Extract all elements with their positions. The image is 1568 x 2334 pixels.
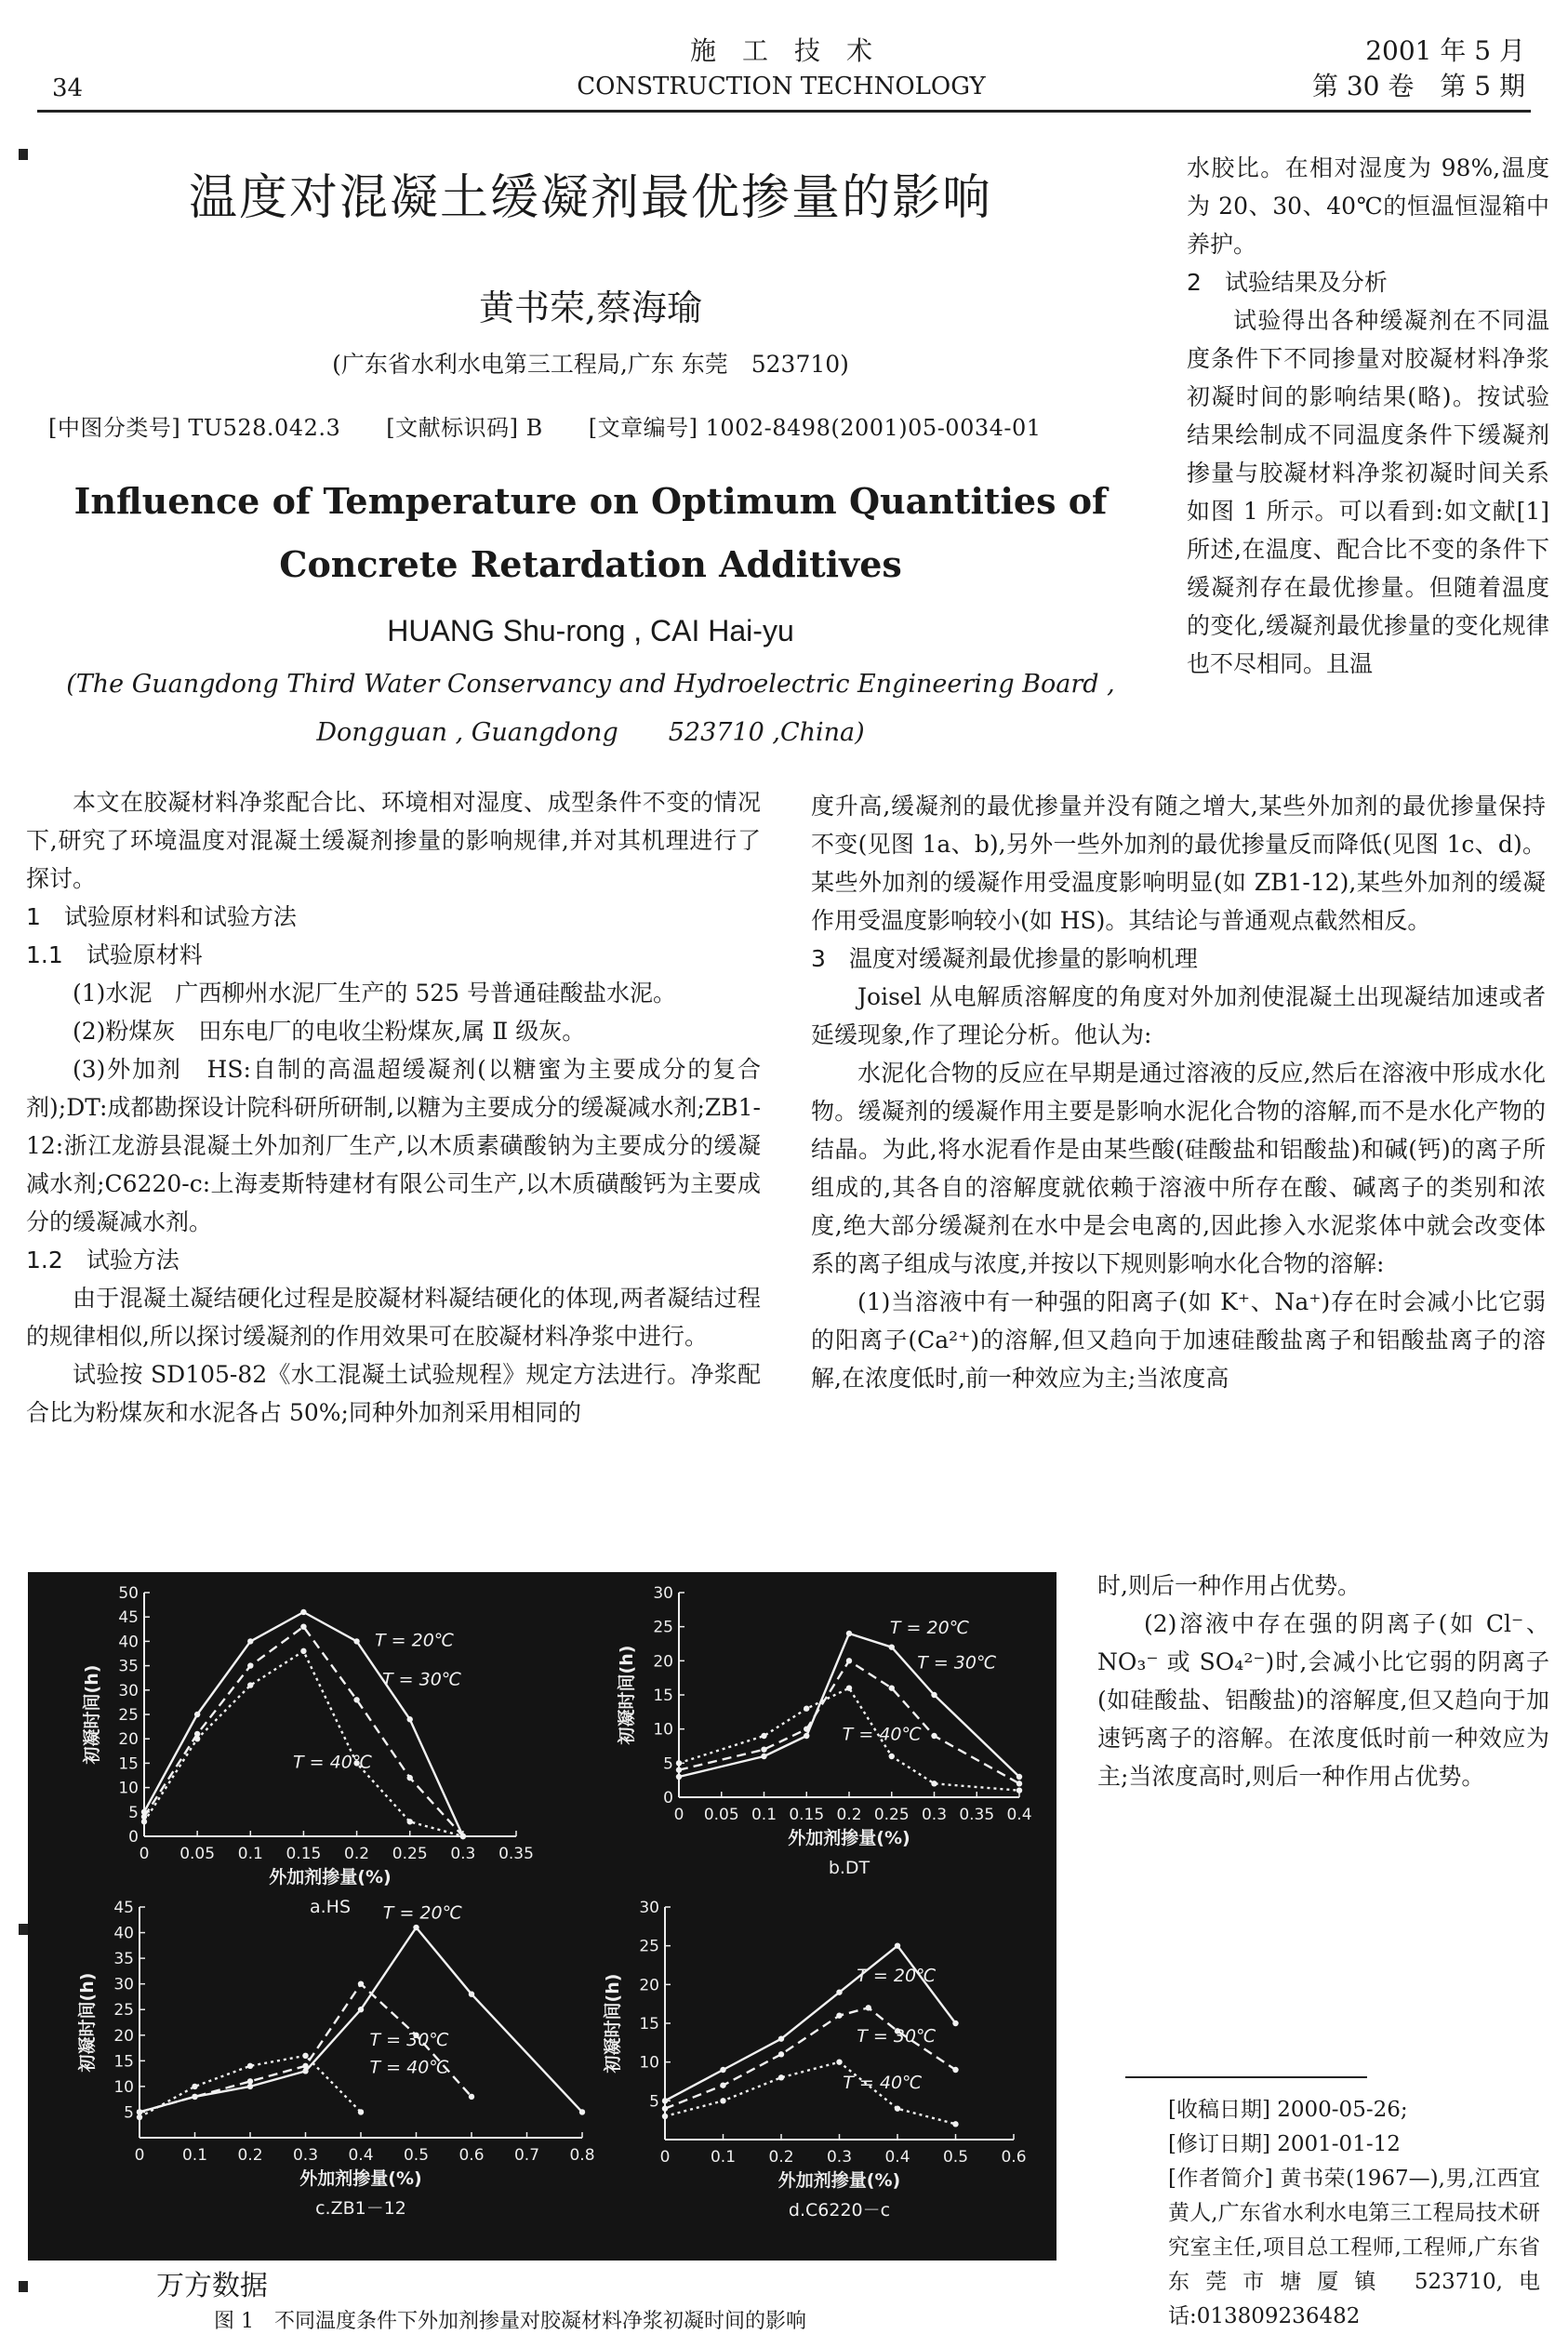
data-point [194,1712,200,1717]
english-affiliation [56,660,1125,757]
subsection-heading: 1.2 试验方法 [26,1247,179,1274]
x-tick-label: 0.2 [237,2146,263,2165]
data-point [889,1685,895,1690]
data-point [952,2067,958,2073]
figure-1-charts [28,1572,1056,2261]
x-tick-label: 0.1 [181,2146,208,2165]
data-point [358,2007,364,2012]
paragraph: Joisel 从电解质溶解度的角度对外加剂使混凝土出现凝结加速或者延缓现象,作了理论分析。他认为: [811,983,1546,1048]
english-title-line-2: Concrete Retardation Additives [279,543,902,585]
data-point [778,2051,784,2057]
x-tick-label: 0 [134,2146,145,2165]
y-tick-label: 10 [118,1779,139,1798]
x-tick-label: 0.4 [884,2148,910,2167]
x-tick-label: 0.1 [751,1806,777,1824]
section-heading: 1 试验原材料和试验方法 [26,903,297,930]
data-point [952,2121,958,2127]
data-point [1017,1774,1022,1780]
x-tick-label: 0.6 [458,2146,485,2165]
y-tick-label: 5 [649,2092,659,2112]
english-affiliation-line-1: (The Guangdong Third Water Conservancy and Hydroelectric Engineering Board , [66,670,1115,699]
data-point [247,2078,253,2084]
paragraph: 本文在胶凝材料净浆配合比、环境相对湿度、成型条件不变的情况下,研究了环境温度对混凝土缓凝剂掺量的影响规律,并对其机理进行了探讨。 [26,789,761,892]
x-tick-label: 0.05 [703,1806,739,1824]
data-point [804,1705,809,1711]
data-point [247,1638,253,1644]
article-affiliation: (广东省水利水电第三工程局,广东 东莞 523710) [332,351,849,378]
y-tick-label: 25 [113,2001,134,2021]
figure-panel [28,1572,1056,2261]
series-label: T = 30℃ [369,2029,449,2050]
data-point [931,1781,937,1786]
data-point [846,1685,852,1690]
data-point [300,1648,306,1654]
series-label: T = 30℃ [917,1652,997,1674]
data-point [460,1834,466,1839]
y-tick-label: 30 [653,1584,673,1603]
paragraph: (2)溶液中存在强的阴离子(如 Cl⁻、NO₃⁻ 或 SO₄²⁻)时,会减小比它弱的阴离子(如硅酸盐、铝酸盐)的溶解度,但又趋向于加速钙离子的溶解。在浓度低时前一种效应为主;当浓度高时,则后一种作用占优势。 [1097,1610,1549,1790]
margin-mark [19,149,28,160]
header-rule [37,110,1531,113]
x-tick-label: 0.6 [1001,2148,1027,2167]
data-point [676,1760,682,1766]
issue-info [1311,33,1525,104]
x-tick-label: 0.25 [392,1845,428,1863]
x-tick-label: 0.35 [959,1806,995,1824]
english-title-line-1: Influence of Temperature on Optimum Quantities of [73,480,1108,522]
data-point [895,1942,900,1948]
data-point [676,1767,682,1772]
y-tick-label: 15 [118,1754,139,1774]
data-point [137,2109,142,2114]
data-point [720,2098,725,2103]
data-point [407,1716,413,1722]
data-point [300,1623,306,1629]
x-tick-label: 0 [659,2148,671,2167]
footnote-rule [1125,2076,1367,2078]
right-column-bottom [1097,1567,1549,1795]
paragraph: 由于混凝土凝结硬化过程是胶凝材料凝结硬化的体现,两者凝结过程的规律相似,所以探讨缓凝剂的作用效果可在胶凝材料净浆中进行。 [26,1285,761,1350]
data-point [895,2105,900,2111]
x-tick-label: 0 [673,1806,684,1824]
data-point [931,1733,937,1739]
series-label: T = 40℃ [293,1752,373,1773]
data-point [247,2084,253,2089]
data-point [662,2114,668,2119]
data-point [407,1819,413,1824]
series-label: T = 30℃ [857,2026,937,2047]
y-tick-label: 0 [128,1828,139,1847]
article-authors: 黄书荣,蔡海瑜 [478,287,703,328]
data-point [192,2084,197,2089]
y-tick-label: 20 [653,1652,673,1672]
data-point [407,1775,413,1781]
subplot-caption: b.DT [828,1858,870,1878]
y-tick-label: 15 [113,2052,134,2072]
x-axis-label: 外加剂掺量(%) [269,1867,392,1887]
x-tick-label: 0.15 [789,1806,825,1824]
classification-line: [中图分类号] TU528.042.3 [文献标识码] B [文章编号] 1002-8498(2001)05-0034-01 [48,415,1042,441]
subplot-caption: a.HS [309,1897,352,1917]
x-tick-label: 0.1 [237,1845,263,1863]
article-title: 温度对混凝土缓凝剂最优掺量的影响 [188,170,992,226]
y-tick-label: 45 [113,1899,134,1917]
paragraph: 时,则后一种作用占优势。 [1097,1572,1361,1599]
footnote [1168,2093,1540,2334]
y-tick-label: 45 [118,1608,139,1628]
data-point [720,2082,725,2087]
data-point [358,2109,364,2114]
data-point [889,1644,895,1649]
x-tick-label: 0.3 [450,1845,476,1863]
left-column [26,783,761,1432]
author-bio: [作者简介] 黄书荣(1967—),男,江西宜黄人,广东省水利水电第三工程局技术研究室主任,项目总工程师,工程师,广东省东莞市塘厦镇 523710,电话:013809236482 [1168,2167,1540,2328]
y-axis-label: 初凝时间(h) [603,1973,623,2074]
x-tick-label: 0.5 [403,2146,430,2165]
issue-date: 2001 年 5 月 [1365,35,1525,66]
data-point [662,2098,668,2103]
y-tick-label: 20 [113,2026,134,2046]
y-tick-label: 20 [639,1976,659,1995]
data-point [358,1981,364,1986]
y-axis-label: 初凝时间(h) [82,1664,102,1765]
y-tick-label: 40 [113,1924,134,1943]
paragraph: 试验按 SD105-82《水工混凝土试验规程》规定方法进行。净浆配合比为粉煤灰和水泥各占 50%;同种外加剂采用相同的 [26,1361,761,1426]
y-tick-label: 15 [639,2015,659,2034]
data-point [846,1658,852,1663]
data-point [761,1754,766,1759]
data-point [141,1819,147,1824]
x-tick-label: 0.3 [826,2148,853,2167]
subsection-heading: 1.1 试验原材料 [26,941,203,968]
data-point [302,2053,308,2059]
journal-header [521,33,1042,104]
data-point [137,2114,142,2120]
data-point [579,2109,585,2114]
y-tick-label: 5 [128,1803,139,1822]
data-point [952,2021,958,2026]
paragraph: 水泥化合物的反应在早期是通过溶液的反应,然后在溶液中形成水化物。缓凝剂的缓凝作用主要是影响水泥化合物的溶解,而不是水化产物的结晶。为此,将水泥看作是由某些酸(硅酸盐和铝酸盐)和碱(钙)的离子所组成的,其各自的溶解度就依赖于溶液中所存在酸、碱离子的类别和浓度,绝大部分缓凝剂在水中是会电离的,因此掺入水泥浆体中就会改变体系的离子组成与浓度,并按以下规则影响水化合物的溶解: [811,1060,1546,1277]
paragraph: (1)当溶液中有一种强的阳离子(如 K⁺、Na⁺)存在时会减小比它弱的阳离子(Ca²⁺)的溶解,但又趋向于加速硅酸盐离子和铝酸盐离子的溶解,在浓度低时,前一种效应为主;当浓度高 [811,1288,1546,1392]
x-tick-label: 0.7 [513,2146,540,2165]
x-axis-label: 外加剂掺量(%) [788,1828,910,1848]
x-tick-label: 0.15 [286,1845,322,1863]
data-point [931,1692,937,1698]
page-number: 34 [52,74,84,102]
data-point [778,2074,784,2080]
y-tick-label: 35 [113,1950,134,1969]
x-tick-label: 0.1 [710,2148,737,2167]
data-point [247,1682,253,1687]
data-point [778,2035,784,2041]
subplot-caption: d.C6220－c [788,2200,891,2221]
data-point [761,1746,766,1752]
data-point [192,2094,197,2100]
paragraph: 水胶比。在相对湿度为 98%,温度为 20、30、40℃的恒温恒湿箱中养护。 [1187,154,1549,258]
data-point [247,2063,253,2069]
series-label: T = 20℃ [857,1966,937,1986]
series-label: T = 40℃ [843,2073,923,2093]
x-tick-label: 0.3 [292,2146,319,2165]
paragraph: (2)粉煤灰 田东电厂的电收尘粉煤灰,属 Ⅱ 级灰。 [73,1018,586,1045]
y-tick-label: 15 [653,1687,673,1705]
data-point [804,1733,809,1739]
series-line [140,1927,582,2112]
y-tick-label: 20 [118,1730,139,1750]
x-tick-label: 0.4 [348,2146,374,2165]
data-point [836,2059,842,2064]
data-point [247,1662,253,1668]
y-tick-label: 40 [118,1633,139,1652]
section-heading: 2 试验结果及分析 [1187,269,1388,296]
journal-name-en: CONSTRUCTION TECHNOLOGY [577,73,986,100]
x-tick-label: 0.05 [179,1845,216,1863]
data-point [836,1989,842,1994]
x-tick-label: 0.2 [768,2148,794,2167]
series-line [665,2007,956,2108]
series-label: T = 40℃ [842,1724,922,1745]
y-tick-label: 25 [653,1618,673,1637]
data-point [720,2067,725,2073]
english-title [56,470,1125,596]
margin-mark [19,1924,28,1935]
data-point [469,2094,474,2100]
series-label: T = 30℃ [382,1669,462,1690]
revised-date: [修订日期] 2001-01-12 [1168,2132,1401,2156]
y-tick-label: 30 [113,1975,134,1994]
data-point [866,2005,871,2010]
y-tick-label: 5 [124,2103,134,2123]
x-tick-label: 0.2 [836,1806,862,1824]
watermark: 万方数据 [156,2270,268,2302]
series-label: T = 20℃ [382,1902,462,1924]
issue-volume: 第 30 卷 第 5 期 [1311,71,1525,101]
x-tick-label: 0.25 [873,1806,910,1824]
series-line [665,2062,956,2125]
data-point [1017,1781,1022,1786]
data-point [804,1726,809,1731]
x-axis-label: 外加剂掺量(%) [299,2168,422,2189]
data-point [662,2105,668,2111]
data-point [302,2068,308,2074]
y-axis-label: 初凝时间(h) [77,1972,98,2073]
y-tick-label: 25 [118,1706,139,1725]
data-point [889,1754,895,1759]
right-column-top [1187,149,1549,683]
y-tick-label: 30 [639,1899,659,1917]
english-authors: HUANG Shu-rong , CAI Hai-yu [387,614,794,647]
paragraph: 试验得出各种缓凝剂在不同温度条件下不同掺量对胶凝材料净浆初凝时间的影响结果(略)。按试验结果绘制成不同温度条件下缓凝剂掺量与胶凝材料净浆初凝时间关系如图 1 所示。可以看到:如文献[1]所述,在温度、配合比不变的条件下缓凝剂存在最优掺量。但随着温度的变化,缓凝剂最优掺量的变化规律也不尽相同。且温 [1187,307,1549,677]
data-point [1017,1787,1022,1793]
x-tick-label: 0.4 [1006,1806,1032,1824]
middle-column [811,787,1546,1397]
paragraph: 度升高,缓凝剂的最优掺量并没有随之增大,某些外加剂的最优掺量保持不变(见图 1a、b),另外一些外加剂的最优掺量反而降低(见图 1c、d)。某些外加剂的缓凝作用受温度影响明显(如 ZB1-12),某些外加剂的缓凝作用受温度影响较小(如 HS)。其结论与普通观点截然相反。 [811,793,1546,934]
figure-caption: 图 1 不同温度条件下外加剂掺量对胶凝材料净浆初凝时间的影响 [214,2310,806,2333]
english-affiliation-line-2: Dongguan , Guangdong 523710 ,China) [316,718,865,747]
y-axis-label: 初凝时间(h) [617,1645,637,1745]
paragraph: (1)水泥 广西柳州水泥厂生产的 525 号普通硅酸盐水泥。 [73,980,677,1007]
x-tick-label: 0.35 [498,1845,534,1863]
data-point [836,2012,842,2018]
x-tick-label: 0.5 [942,2148,969,2167]
data-point [761,1733,766,1739]
data-point [353,1638,359,1644]
paragraph: (3)外加剂 HS:自制的高温超缓凝剂(以糖蜜为主要成分的复合剂);DT:成都勘探设计院科研所研制,以糖为主要成分的缓凝减水剂;ZB1-12:浙江龙游县混凝土外加剂厂生产,以木质素磺酸钠为主要成分的缓凝减水剂;C6220-c:上海麦斯特建材有限公司生产,以木质磺酸钙为主要成分的缓凝减水剂。 [26,1056,761,1235]
journal-name-cn: 施 工 技 术 [689,35,872,66]
subplot-caption: c.ZB1－12 [315,2198,406,2219]
x-tick-label: 0.8 [569,2146,595,2165]
data-point [302,2063,308,2069]
y-tick-label: 35 [118,1657,139,1676]
received-date: [收稿日期] 2000-05-26; [1168,2098,1408,2122]
y-tick-label: 50 [118,1584,139,1603]
y-tick-label: 5 [663,1754,673,1774]
data-point [676,1774,682,1780]
data-point [353,1697,359,1702]
y-tick-label: 25 [639,1937,659,1956]
y-tick-label: 10 [113,2077,134,2097]
x-tick-label: 0.2 [344,1845,370,1863]
x-tick-label: 0.3 [921,1806,948,1824]
data-point [194,1736,200,1741]
data-point [300,1609,306,1615]
data-point [846,1631,852,1636]
series-label: T = 20℃ [889,1618,970,1638]
y-tick-label: 30 [118,1681,139,1700]
data-point [469,1991,474,1996]
margin-mark [19,2281,28,2292]
data-point [413,1925,419,1930]
y-tick-label: 10 [653,1720,673,1740]
section-heading: 3 温度对缓凝剂最优掺量的影响机理 [811,945,1198,972]
x-tick-label: 0 [139,1845,150,1863]
y-tick-label: 0 [663,1789,673,1807]
series-label: T = 40℃ [369,2057,449,2078]
x-axis-label: 外加剂掺量(%) [777,2170,901,2191]
y-tick-label: 10 [639,2053,659,2073]
series-label: T = 20℃ [375,1630,455,1651]
